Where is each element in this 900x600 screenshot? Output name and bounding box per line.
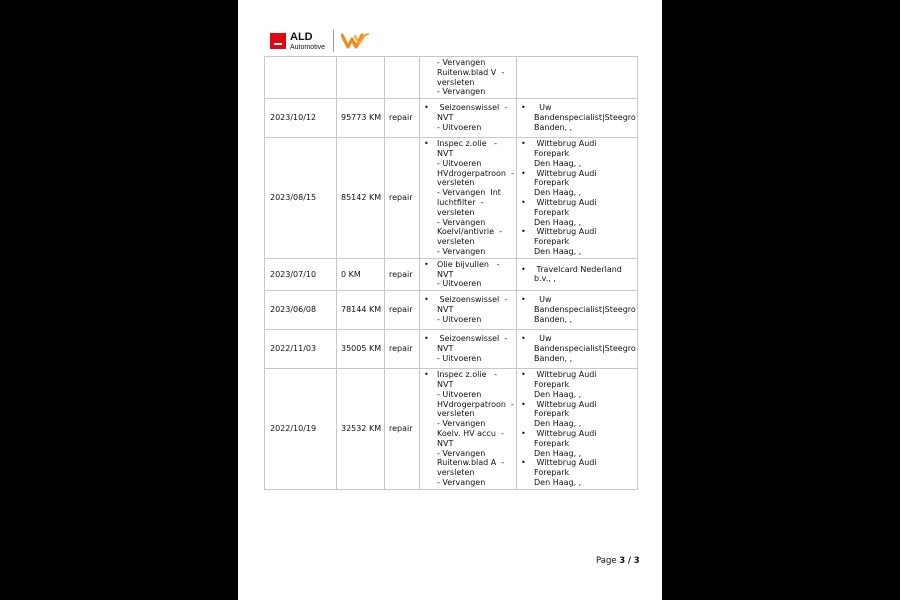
bullet-icon: • [424,139,429,149]
bullet-icon: • [521,264,526,274]
dealer-text: Uw Bandenspecialist|Steegro Banden, , [534,334,636,364]
dealer-text: Travelcard Nederland b.v., , [534,264,622,284]
activities-cell [420,57,517,99]
activity-line [424,390,512,400]
activity-line [424,237,512,247]
activity-text: - Uitvoeren [437,315,482,325]
activity-line [424,380,512,390]
activity-line [424,260,512,270]
activity-line [424,159,512,169]
activity-text: Ruitenw.blad A - [437,458,505,468]
activity-text: NVT [437,113,454,123]
dealer-text: Wittebrug Audi Forepark Den Haag, , [534,168,597,198]
dealer-item [521,429,634,458]
page-number [596,556,640,566]
dealer-item [521,295,634,324]
type-cell: repair [385,291,420,330]
ald-logo [290,32,325,51]
table-row [265,369,638,490]
bullet-icon: • [424,334,429,344]
bullet-icon: • [424,103,429,113]
activity-line [424,178,512,188]
bullet-icon: • [521,103,526,113]
activity-text: - Vervangen [437,87,486,97]
mileage-cell: 85142 KM [337,138,385,259]
ald-logo-mark [270,33,286,49]
date-cell: 2022/11/03 [265,330,337,369]
bullet-icon: • [521,197,526,207]
activity-line [424,344,512,354]
activity-text: - Uitvoeren [437,158,482,168]
page-current: 3 [619,556,626,566]
document-page [238,0,662,600]
activity-text: Seizoenswissel - [437,103,508,113]
dealer-cell [517,99,638,138]
activity-line [424,68,512,78]
dealer-item [521,198,634,227]
type-cell: repair [385,99,420,138]
activity-text: - Vervangen [437,448,486,458]
activity-text: Koelv. HV accu - [437,428,504,438]
dealer-text: Wittebrug Audi Forepark Den Haag, , [534,197,597,227]
dealer-item [521,265,634,285]
activity-line [424,439,512,449]
date-cell: 2023/07/10 [265,258,337,290]
activity-line [424,227,512,237]
activity-line [424,188,512,198]
dealer-cell [517,291,638,330]
mileage-cell [337,57,385,99]
activity-text: NVT [437,305,454,315]
activity-text: versleten [437,409,475,419]
type-cell [385,57,420,99]
dealer-item [521,103,634,132]
activity-text: HVdrogerpatroon - [437,399,514,409]
page-label: Page [596,556,617,566]
document-header [270,30,371,52]
mileage-cell: 95773 KM [337,99,385,138]
dealer-text: Wittebrug Audi Forepark Den Haag, , [534,458,597,487]
activity-text: NVT [437,379,454,389]
dealer-cell [517,369,638,490]
activity-line [424,113,512,123]
activities-cell [420,258,517,290]
activity-line [424,468,512,478]
table-row [265,291,638,330]
bullet-icon: • [521,334,526,344]
activity-text: - Uitvoeren [437,279,482,289]
activity-line [424,78,512,88]
dealer-text: Wittebrug Audi Forepark Den Haag, , [534,370,597,399]
dealer-text: Wittebrug Audi Forepark Den Haag, , [534,139,597,168]
activity-text: - Uitvoeren [437,389,482,399]
activity-text: - Uitvoeren [437,123,482,133]
activity-line [424,279,512,289]
date-cell: 2023/10/12 [265,99,337,138]
dealer-cell [517,258,638,290]
activity-line [424,305,512,315]
bullet-icon: • [521,168,526,178]
activity-line [424,247,512,257]
activity-line [424,58,512,68]
type-cell: repair [385,369,420,490]
type-cell: repair [385,330,420,369]
page-separator: / [627,556,632,566]
date-cell [265,57,337,99]
bullet-icon: • [521,399,526,409]
mileage-cell: 78144 KM [337,291,385,330]
activity-text: NVT [437,148,454,158]
type-cell: repair [385,138,420,259]
dealer-text: Uw Bandenspecialist|Steegro Banden, , [534,103,636,133]
activity-text: versleten [437,468,475,478]
dealer-item [521,334,634,363]
vw-lease-logo-icon [341,32,371,50]
activity-text: - Vervangen [437,477,486,487]
activity-text: - Vervangen [437,246,486,256]
activity-line [424,354,512,364]
table-row [265,57,638,99]
activity-text: versleten [437,207,475,217]
activities-cell [420,291,517,330]
dealer-item [521,169,634,198]
activity-text: HVdrogerpatroon - [437,168,514,178]
activities-cell [420,138,517,259]
activity-line [424,315,512,325]
date-cell: 2022/10/19 [265,369,337,490]
activity-text: versleten [437,178,475,188]
activity-line [424,198,512,208]
activity-line [424,123,512,133]
activity-line [424,478,512,488]
bullet-icon: • [521,428,526,438]
date-cell: 2023/08/15 [265,138,337,259]
dealer-cell [517,57,638,99]
activity-text: Seizoenswissel - [437,295,508,305]
dealer-item [521,370,634,399]
activity-line [424,169,512,179]
activity-line [424,218,512,228]
activity-line [424,103,512,113]
bullet-icon: • [424,259,429,269]
activity-line [424,409,512,419]
activity-text: luchtfilter - [437,197,484,207]
activity-text: Inspec z.olie - [437,370,498,380]
bullet-icon: • [521,139,526,149]
activity-line [424,149,512,159]
mileage-cell: 35005 KM [337,330,385,369]
activity-line [424,449,512,459]
activity-line [424,419,512,429]
activities-cell [420,99,517,138]
activity-line [424,87,512,97]
activity-line [424,370,512,380]
activity-text: Ruitenw.blad V - [437,67,505,77]
page-total: 3 [633,556,640,566]
activity-text: - Vervangen Int [437,188,501,198]
activity-text: versleten [437,237,475,247]
table-row [265,99,638,138]
dealer-item [521,139,634,168]
activity-line [424,139,512,149]
table-row [265,258,638,290]
dealer-item [521,227,634,256]
activity-line [424,295,512,305]
activity-line [424,400,512,410]
mileage-cell: 32532 KM [337,369,385,490]
ald-logo-sub: Automotive [290,43,326,51]
activity-text: - Vervangen [437,419,486,429]
activity-text: Inspec z.olie - [437,139,498,149]
maintenance-history-table [264,56,638,490]
logo-divider [333,30,334,52]
activity-line [424,334,512,344]
activity-text: NVT [437,269,454,279]
activity-text: - Vervangen [437,58,486,67]
activity-text: versleten [437,77,475,87]
activity-line [424,429,512,439]
mileage-cell: 0 KM [337,258,385,290]
activity-text: NVT [437,438,454,448]
dealer-text: Wittebrug Audi Forepark Den Haag, , [534,428,597,458]
activity-text: Olie bijvullen - [437,259,500,269]
dealer-item [521,400,634,429]
dealer-text: Uw Bandenspecialist|Steegro Banden, , [534,295,636,325]
bullet-icon: • [521,370,526,380]
table-row [265,138,638,259]
activity-line [424,208,512,218]
date-cell: 2023/06/08 [265,291,337,330]
activity-text: NVT [437,344,454,354]
bullet-icon: • [521,458,526,468]
activity-text: Seizoenswissel - [437,334,508,344]
dealer-cell [517,138,638,259]
activity-text: - Vervangen [437,217,486,227]
bullet-icon: • [521,295,526,305]
activity-line [424,270,512,280]
activities-cell [420,330,517,369]
activity-text: Koelvl/antivrie - [437,227,503,237]
dealer-cell [517,330,638,369]
type-cell: repair [385,258,420,290]
dealer-item [521,458,634,487]
activity-line [424,458,512,468]
bullet-icon: • [424,370,429,380]
dealer-text: Wittebrug Audi Forepark Den Haag, , [534,399,597,429]
activity-text: - Uitvoeren [437,354,482,364]
table-row [265,330,638,369]
dealer-text: Wittebrug Audi Forepark Den Haag, , [534,227,597,256]
ald-logo-name: ALD [290,30,313,43]
maintenance-table-body [265,57,638,490]
bullet-icon: • [521,227,526,237]
bullet-icon: • [424,295,429,305]
activities-cell [420,369,517,490]
